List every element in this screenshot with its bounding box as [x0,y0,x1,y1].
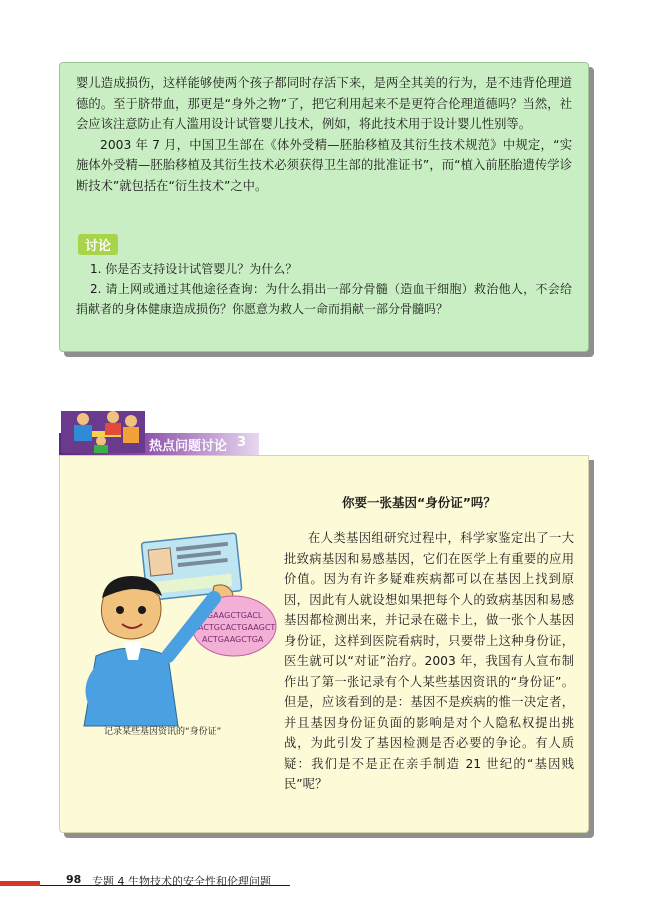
dna-line-3: ACTGAAGCTGA [202,635,264,644]
hot-topic-label: 热点问题讨论 [149,439,228,454]
question-2: 2. 请上网或通过其他途径查询：为什么捐出一部分骨髓（造血干细胞）救治他人，不会给捐献者的身体健康造成损伤？你愿意为救人一命而捐献一部分骨髓吗？ [76,282,572,316]
paragraph-2: 2003 年 7 月，中国卫生部在《体外受精—胚胎移植及其衍生技术规范》中规定，“实施体外受精—胚胎移植及其衍生技术必须获得卫生部的批准证书”，而“植入前胚胎遗传学诊断技术”就包括在“衍生技术”之中。 [76,137,572,193]
hot-topic-number: 3 [237,435,247,450]
paragraph-1: 婴儿造成损伤，这样能够使两个孩子都同时存活下来，是两全其美的行为，是不违背伦理道德的。至于脐带血，那更是“身外之物”了，把它利用起来不是更符合伦理道德吗？当然，社会应该注意防止有人滥用设计试管婴儿技术，例如，将此技术用于设计婴儿性别等。 [76,76,572,131]
illustration-caption: 记录某些基因资讯的“身份证” [104,727,222,737]
dna-line-2: ACTGCACTGAAGCT [198,623,276,632]
discussion-questions [76,259,572,319]
footer-accent-bar [0,881,40,886]
discussion-people-icon [61,403,145,453]
chapter-title: 专题 4 生物技术的安全性和伦理问题 [92,875,271,888]
hot-topic-header [59,403,599,455]
boy-holding-gene-id-card-illustration [74,516,279,741]
hot-topic-title: 你要一张基因“身份证”吗？ [342,495,496,510]
dna-line-1: TGAAGCTGACL [202,611,263,620]
hot-topic-body: 在人类基因组研究过程中，科学家鉴定出了一大批致病基因和易感基因，它们在医学上有重要的应用价值。因为有许多疑难疾病都可以在基因上找到原因，因此有人就设想如果把每个人的致病基因和易感基因都检测出来，并记录在磁卡上，做一张个人基因身份证，这样到医院看病时，只要带上这种身份证，医生就可以“对证”治疗。2003 年，我国有人宣布制作出了第一张记录有个人某些基因资讯的“身份证”。但是，应该看到的是：基因不是疾病的惟一决定者，并且基因身份证负面的影响是对个人隐私权提出挑战，为此引发了基因检测是否必要的争论。有人质疑：我们是不是正在亲手制造 21 世纪的“基因贱民”呢？ [284,531,574,791]
question-1: 1. 你是否支持设计试管婴儿？为什么？ [90,262,298,276]
hot-topic-box [59,455,589,833]
text-box-continuation [59,62,589,352]
page-number: 98 [66,873,82,886]
discussion-label: 讨论 [78,234,118,255]
